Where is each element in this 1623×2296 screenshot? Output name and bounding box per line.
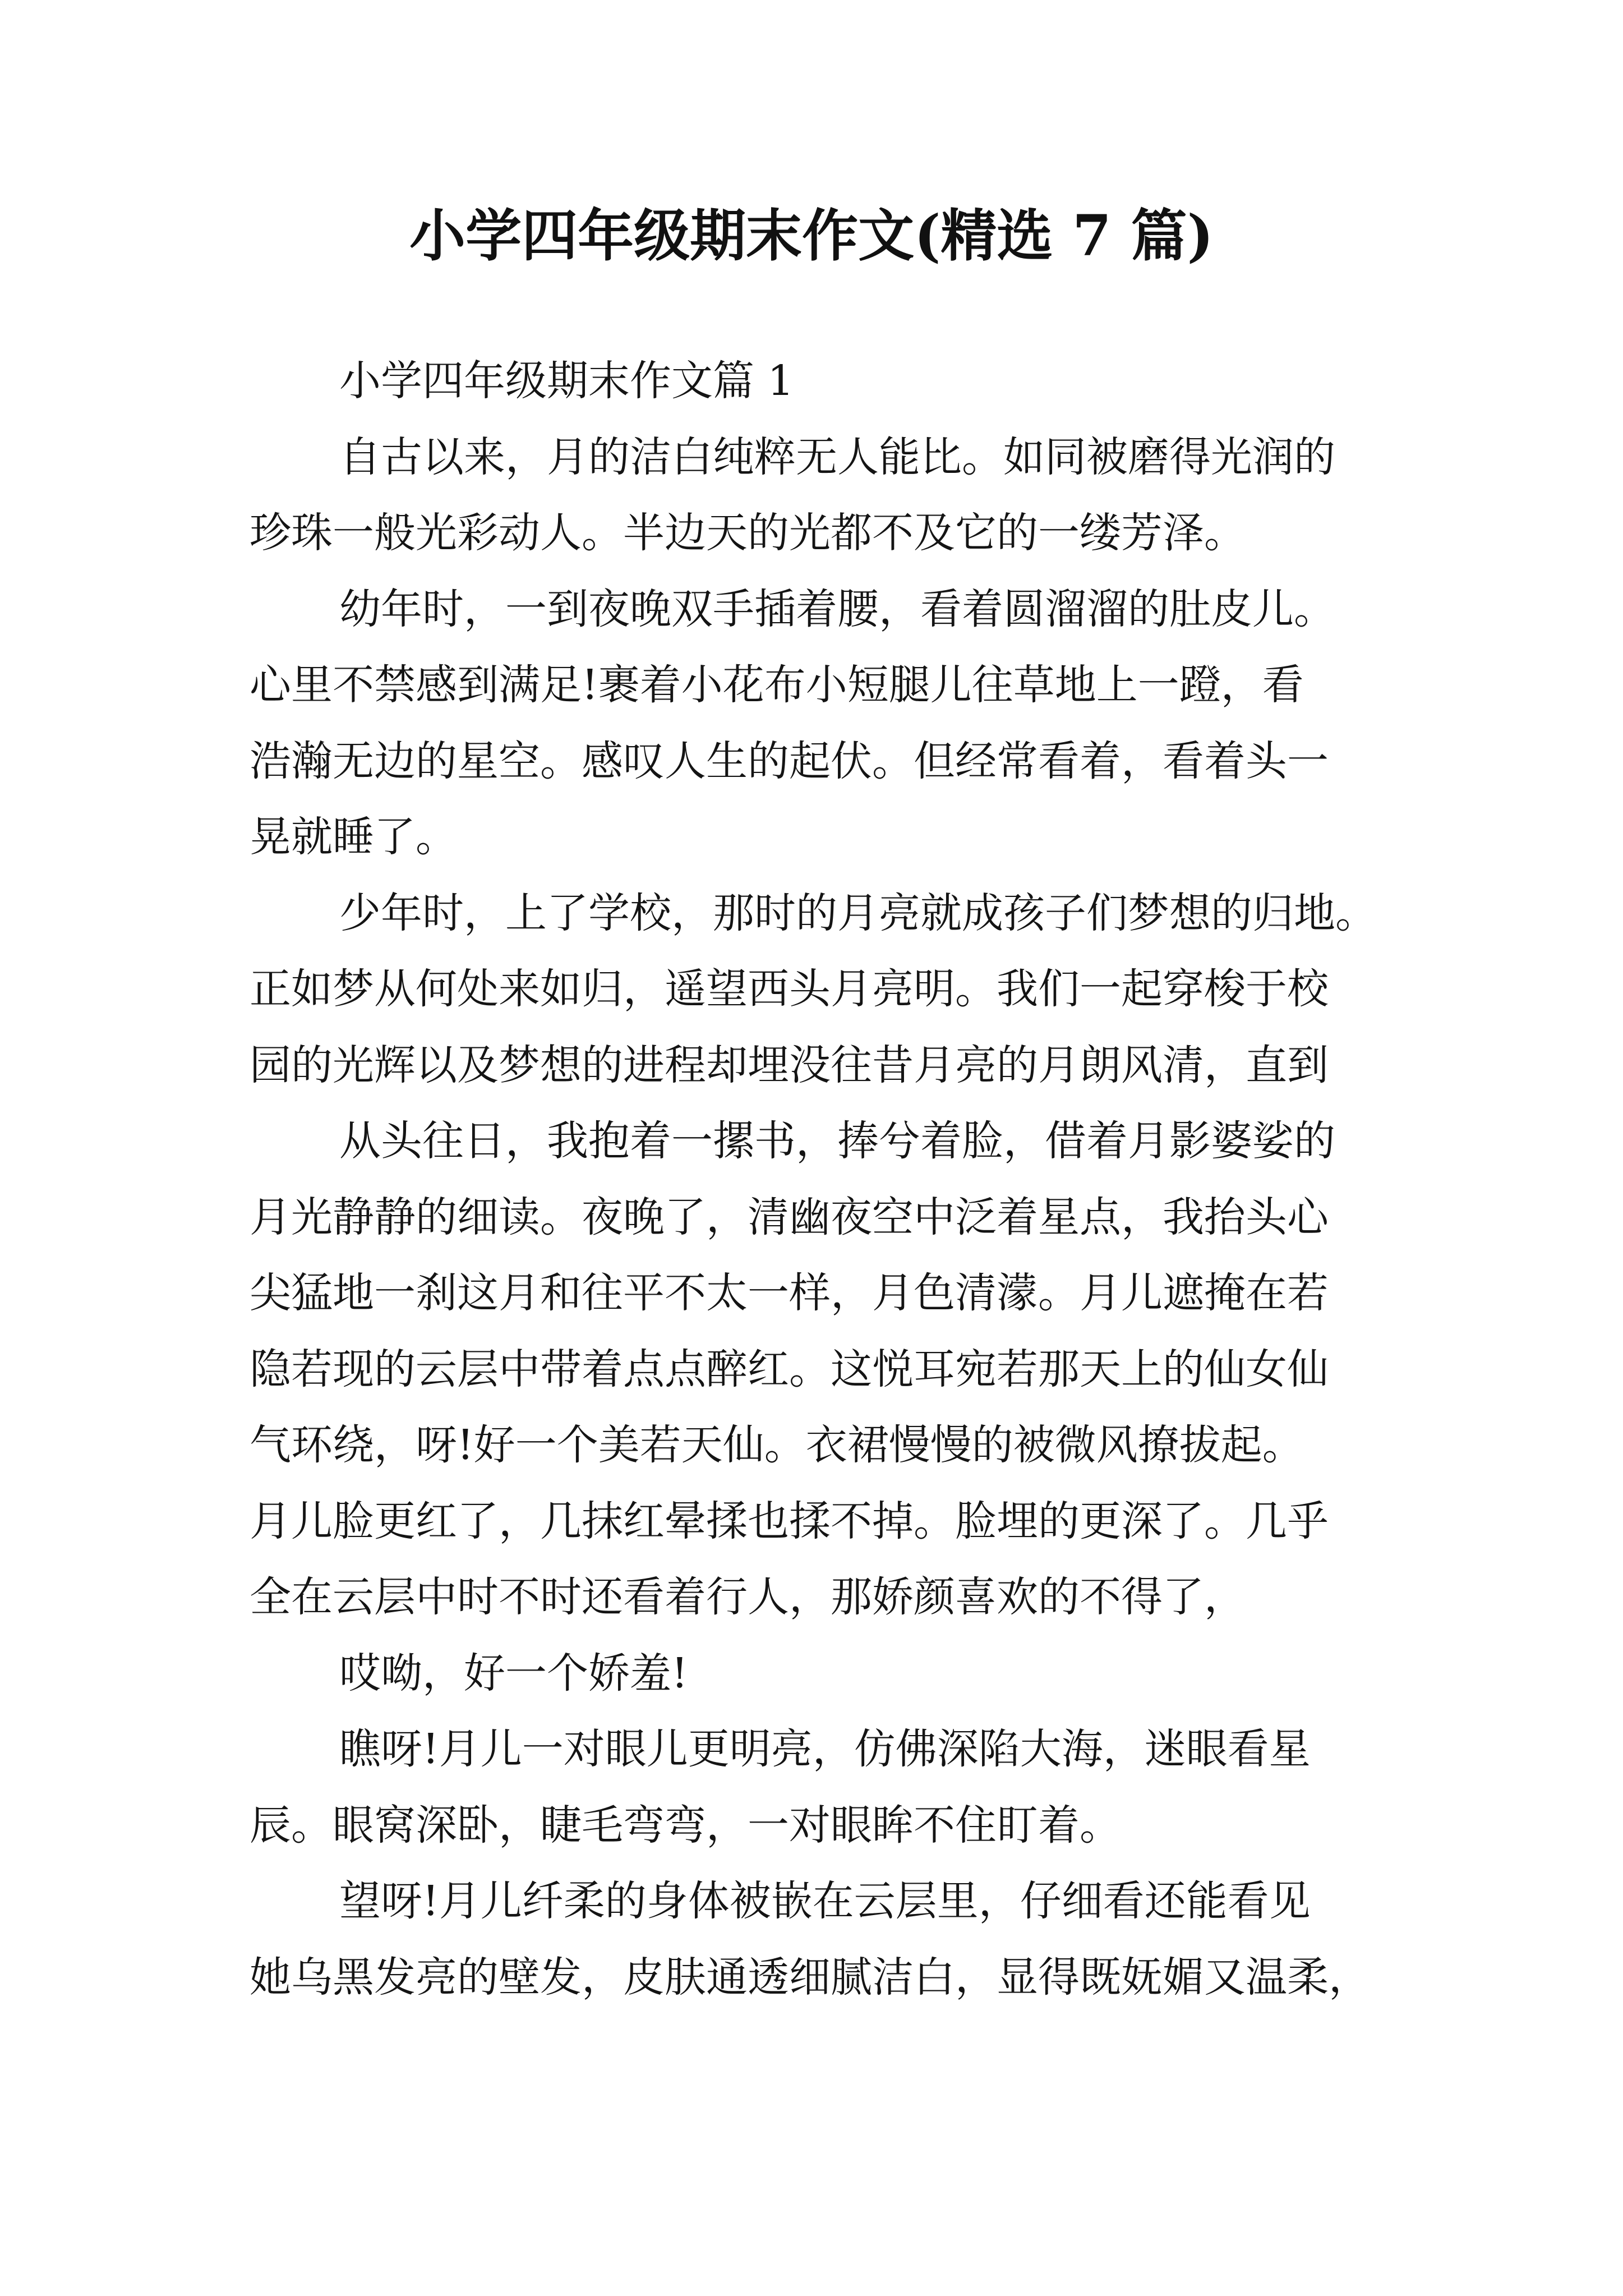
text-line: 珍珠一般光彩动人。半边天的光都不及它的一缕芳泽。 (250, 509, 1246, 557)
text-line: 园的光辉以及梦想的进程却埋没往昔月亮的月朗风清，直到 (250, 1041, 1329, 1089)
text-line: 望呀!月儿纤柔的身体被嵌在云层里，仔细看还能看见 (339, 1877, 1311, 1925)
text-line: 她乌黑发亮的壁发，皮肤通透细腻洁白，显得既妩媚又温柔， (250, 1953, 1370, 2001)
text-line: 正如梦从何处来如归，遥望西头月亮明。我们一起穿梭于校 (250, 965, 1329, 1013)
text-line: 辰。眼窝深卧，睫毛弯弯，一对眼眸不住盯着。 (250, 1801, 1121, 1849)
text-line: 气环绕，呀!好一个美若天仙。衣裙慢慢的被微风撩拔起。 (250, 1421, 1304, 1469)
text-line: 晃就睡了。 (250, 813, 457, 861)
document-title: 小学四年级期末作文(精选 7 篇) (409, 203, 1214, 269)
text-line: 少年时，上了学校，那时的月亮就成孩子们梦想的归地。 (339, 889, 1377, 937)
text-line: 瞧呀!月儿一对眼儿更明亮，仿佛深陷大海，迷眼看星 (339, 1725, 1311, 1773)
text-line: 月光静静的细读。夜晚了，清幽夜空中泛着星点，我抬头心 (250, 1193, 1329, 1241)
text-line: 小学四年级期末作文篇 1 (339, 357, 794, 405)
text-line: 浩瀚无边的星空。感叹人生的起伏。但经常看着，看着头一 (250, 737, 1329, 785)
text-line: 哎呦，好一个娇羞! (339, 1649, 688, 1697)
text-line: 尖猛地一刹这月和往平不太一样，月色清濛。月儿遮掩在若 (250, 1269, 1329, 1317)
text-line: 月儿脸更红了，几抹红晕揉也揉不掉。脸埋的更深了。几乎 (250, 1497, 1329, 1545)
text-line: 全在云层中时不时还看着行人，那娇颜喜欢的不得了， (250, 1573, 1246, 1621)
document-body (250, 343, 1391, 2016)
text-line: 心里不禁感到满足!裹着小花布小短腿儿往草地上一蹬，看 (250, 661, 1304, 709)
text-line: 自古以来，月的洁白纯粹无人能比。如同被磨得光润的 (339, 432, 1335, 481)
text-line: 幼年时，一到夜晚双手插着腰，看着圆溜溜的肚皮儿。 (339, 585, 1335, 633)
text-line: 隐若现的云层中带着点点醉红。这悦耳宛若那天上的仙女仙 (250, 1345, 1329, 1393)
text-line: 从头往日，我抱着一摞书，捧兮着脸，借着月影婆娑的 (339, 1117, 1335, 1165)
